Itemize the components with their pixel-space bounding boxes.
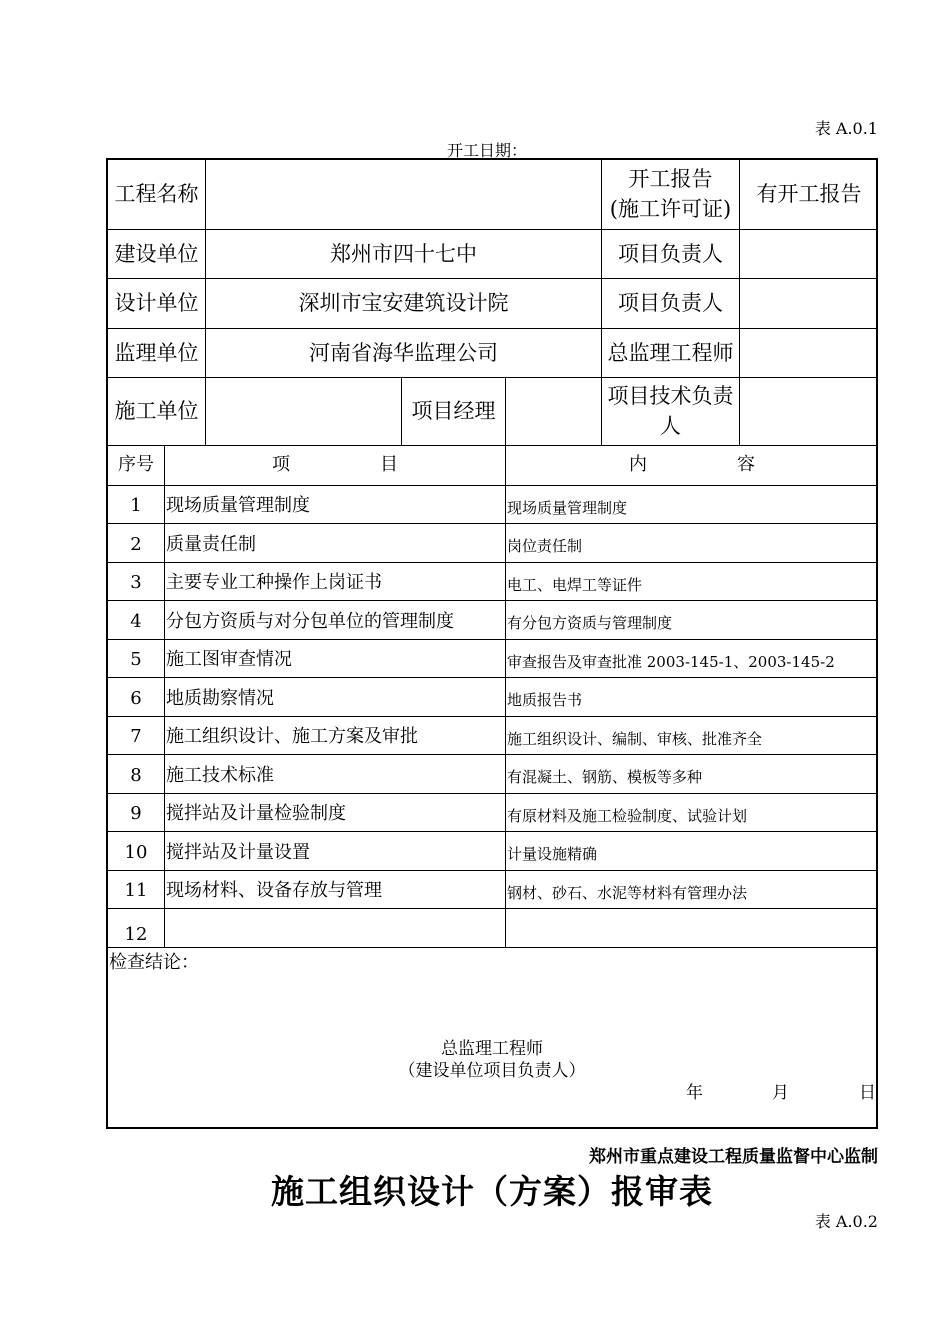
col-header-no: 序号 — [118, 454, 154, 476]
builder-label: 建设单位 — [114, 241, 199, 266]
month-label: 月 — [772, 1083, 789, 1103]
contractor-value — [206, 378, 401, 445]
row-item: 现场材料、设备存放与管理 — [166, 880, 382, 902]
row-item: 搅拌站及计量设置 — [166, 841, 310, 863]
form-table — [106, 158, 878, 1129]
row-content: 电工、电焊工等证件 — [507, 575, 643, 594]
start-report-value: 有开工报告 — [756, 182, 862, 207]
project-manager-value — [506, 378, 601, 445]
project-name-value — [206, 160, 601, 229]
row-content: 有分包方资质与管理制度 — [507, 614, 673, 633]
row-no: 3 — [130, 572, 142, 594]
designer-label: 设计单位 — [114, 291, 199, 316]
row-divider — [108, 947, 878, 948]
row-content: 岗位责任制 — [507, 537, 583, 556]
row-content: 审查报告及审查批准 2003-145-1、2003-145-2 — [507, 652, 835, 671]
chief-engineer-value — [740, 329, 878, 377]
signer-title: 总监理工程师 — [441, 1039, 543, 1059]
signer-subtitle: （建设单位项目负责人） — [398, 1061, 586, 1081]
contractor-label: 施工单位 — [114, 399, 199, 424]
year-label: 年 — [686, 1083, 703, 1103]
chief-engineer-label: 总监理工程师 — [607, 340, 734, 365]
row-content — [507, 909, 878, 947]
row-item: 分包方资质与对分包单位的管理制度 — [166, 610, 454, 632]
row-item: 施工技术标准 — [166, 764, 274, 786]
conclusion-label: 检查结论： — [109, 952, 199, 973]
builder-value: 郑州市四十七中 — [330, 241, 477, 266]
row-no: 11 — [124, 880, 148, 902]
col-header-item: 项 目 — [272, 454, 398, 476]
row-no: 1 — [130, 495, 142, 517]
next-form-number: 表 A.0.2 — [814, 1212, 878, 1231]
row-no: 10 — [124, 841, 148, 863]
col-header-content: 内 容 — [629, 454, 755, 476]
row-item: 地质勘察情况 — [166, 687, 274, 709]
row-item: 主要专业工种操作上岗证书 — [166, 572, 382, 594]
col-divider — [164, 445, 165, 947]
supervisor-label: 监理单位 — [114, 340, 199, 365]
row-no: 8 — [130, 764, 142, 786]
builder-manager-label: 项目负责人 — [618, 241, 723, 266]
day-label: 日 — [859, 1083, 876, 1103]
row-no: 4 — [130, 610, 142, 632]
builder-manager-value — [740, 230, 878, 278]
row-content: 地质报告书 — [507, 691, 583, 710]
designer-manager-value — [740, 279, 878, 328]
row-content: 有混凝土、钢筋、模板等多种 — [507, 768, 703, 787]
row-no: 2 — [130, 533, 142, 555]
row-no: 7 — [130, 726, 142, 748]
next-form-title: 施工组织设计（方案）报审表 — [271, 1172, 713, 1211]
row-item: 现场质量管理制度 — [166, 495, 310, 517]
row-no: 9 — [130, 803, 142, 825]
row-content: 现场质量管理制度 — [507, 498, 628, 517]
row-item — [166, 909, 505, 947]
row-no: 12 — [124, 923, 148, 945]
supervisor-value: 河南省海华监理公司 — [309, 340, 498, 365]
row-content: 施工组织设计、编制、审核、批准齐全 — [507, 729, 763, 748]
row-content: 计量设施精确 — [507, 845, 598, 864]
row-item: 施工图审查情况 — [166, 649, 292, 671]
form-number: 表 A.0.1 — [814, 119, 878, 138]
start-date-label: 开工日期： — [447, 141, 528, 160]
col-divider — [505, 445, 506, 947]
project-name-label: 工程名称 — [114, 182, 199, 207]
designer-manager-label: 项目负责人 — [618, 291, 723, 316]
row-content: 有原材料及施工检验制度、试验计划 — [507, 806, 748, 825]
row-no: 5 — [130, 649, 142, 671]
supervised-by: 郑州市重点建设工程质量监督中心监制 — [589, 1147, 878, 1167]
start-report-label: 开工报告 (施工许可证) — [609, 167, 732, 221]
tech-lead-label: 项目技术负责 人 — [607, 384, 734, 438]
row-item: 施工组织设计、施工方案及审批 — [166, 726, 418, 748]
row-no: 6 — [130, 687, 142, 709]
row-item: 质量责任制 — [166, 533, 256, 555]
designer-value: 深圳市宝安建筑设计院 — [298, 291, 509, 316]
tech-lead-value — [740, 378, 878, 445]
project-manager-label: 项目经理 — [411, 399, 496, 424]
row-item: 搅拌站及计量检验制度 — [166, 803, 346, 825]
row-content: 钢材、砂石、水泥等材料有管理办法 — [507, 883, 748, 902]
